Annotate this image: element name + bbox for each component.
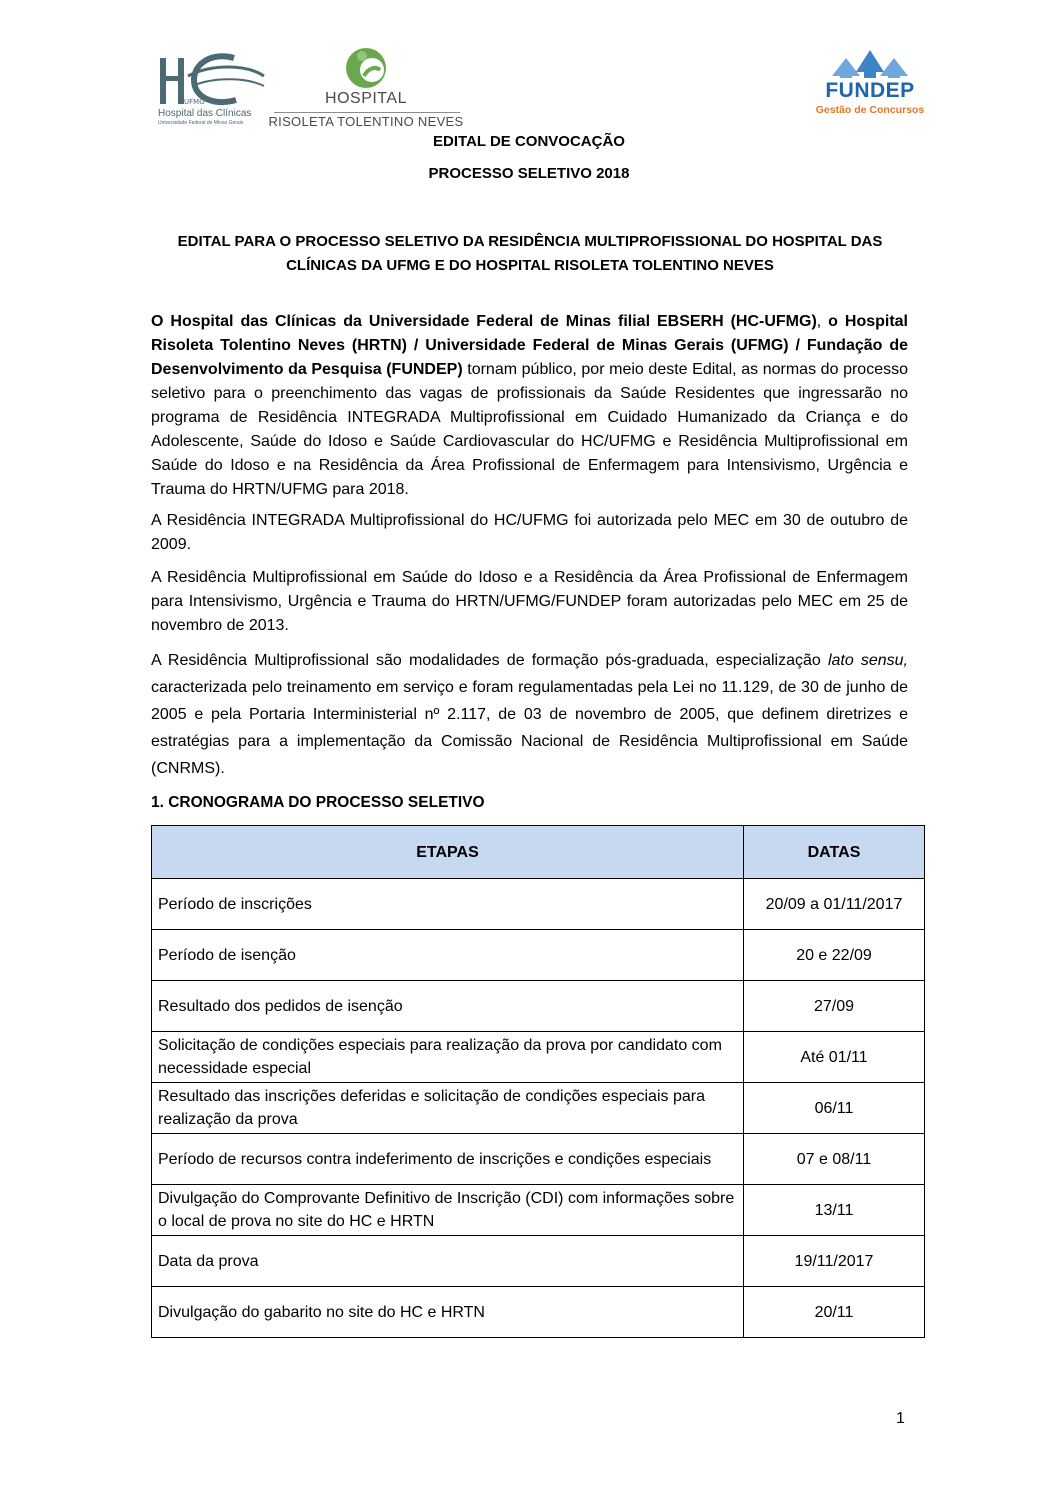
table-row — [152, 1287, 925, 1338]
etapa-cell: Divulgação do Comprovante Definitivo de Inscrição (CDI) com informações sobre o local de prova no site do HC e HRTN — [152, 1185, 744, 1236]
page-number: 1 — [896, 1410, 905, 1427]
data-cell: 27/09 — [744, 981, 925, 1032]
regulation-italic: lato sensu, — [827, 652, 908, 669]
hc-logo-subtitle: Hospital das Clínicas — [158, 108, 252, 119]
table-header-row — [152, 826, 925, 879]
fundep-logo-subtitle: Gestão de Concursos — [815, 104, 925, 116]
table-row — [152, 1236, 925, 1287]
data-cell: 19/11/2017 — [744, 1236, 925, 1287]
table-row — [152, 1083, 925, 1134]
fundep-arrows-icon — [812, 46, 928, 80]
intro-bold-hc: O Hospital das Clínicas da Universidade Federal de Minas filial EBSERH (HC-UFMG) — [151, 313, 817, 330]
etapa-cell: Resultado das inscrições deferidas e solicitação de condições especiais para realização da prova — [152, 1083, 744, 1134]
hc-badge: UFMG — [184, 98, 205, 106]
hc-logo-subtitle2: Universidade Federal de Minas Gerais — [158, 120, 244, 126]
hc-ufmg-logo — [156, 46, 266, 128]
column-header-etapas: ETAPAS — [152, 826, 744, 879]
main-heading — [150, 230, 910, 278]
paragraph-regulation — [151, 647, 908, 782]
data-cell: 13/11 — [744, 1185, 925, 1236]
table-row — [152, 930, 925, 981]
document-title: EDITAL DE CONVOCAÇÃO — [433, 133, 625, 150]
data-cell: 07 e 08/11 — [744, 1134, 925, 1185]
regulation-rest: caracterizada pelo treinamento em serviço e foram regulamentadas pela Lei no 11.129, de 30 de junho de 2005 e pela Portaria Interministerial nº 2.117, de 03 de novembro de 2005, que definem diretrizes e estratégias para a implementação da Comissão Nacional de Residência Multiprofissional em Saúde (CNRMS). — [151, 679, 908, 777]
etapa-cell: Período de recursos contra indeferimento de inscrições e condições especiais — [152, 1134, 744, 1185]
table-row — [152, 1134, 925, 1185]
hrtn-logo-name: HOSPITAL — [325, 90, 407, 107]
intro-separator: , — [816, 313, 829, 330]
etapa-cell: Período de isenção — [152, 930, 744, 981]
document-subtitle: PROCESSO SELETIVO 2018 — [428, 165, 630, 182]
table-row — [152, 879, 925, 930]
cronograma-table — [151, 825, 925, 1338]
paragraph-authorization-hc: A Residência INTEGRADA Multiprofissional do HC/UFMG foi autorizada pelo MEC em 30 de outubro de 2009. — [151, 512, 908, 553]
main-heading-line2: CLÍNICAS DA UFMG E DO HOSPITAL RISOLETA TOLENTINO NEVES — [286, 257, 774, 274]
etapa-cell: Período de inscrições — [152, 879, 744, 930]
section-title-cronograma: 1. CRONOGRAMA DO PROCESSO SELETIVO — [151, 794, 485, 811]
etapa-cell: Resultado dos pedidos de isenção — [152, 981, 744, 1032]
etapa-cell: Solicitação de condições especiais para realização da prova por candidato com necessidade especial — [152, 1032, 744, 1083]
table-row — [152, 1032, 925, 1083]
data-cell: 20/09 a 01/11/2017 — [744, 879, 925, 930]
intro-bold-institutions: o Hospital Risoleta Tolentino Neves (HRTN) / Universidade Federal de Minas Gerais (UFMG) / Fundação de Desenvolvimento da Pesquisa (FUNDEP) — [151, 313, 909, 378]
hc-logo-mark — [156, 46, 266, 108]
fundep-logo-name: FUNDEP — [825, 79, 915, 102]
hrtn-logo-subname: RISOLETA TOLENTINO NEVES — [268, 114, 464, 129]
paragraph-authorization-hrtn: A Residência Multiprofissional em Saúde do Idoso e a Residência da Área Profissional de Enfermagem para Intensivismo, Urgência e Trauma do HRTN/UFMG/FUNDEP foram autorizadas pelo MEC em 25 de novembro de 2013. — [151, 569, 908, 634]
table-row — [152, 1185, 925, 1236]
data-cell: 06/11 — [744, 1083, 925, 1134]
etapa-cell: Data da prova — [152, 1236, 744, 1287]
regulation-start: A Residência Multiprofissional são modalidades de formação pós-graduada, especialização — [151, 652, 828, 669]
etapa-cell: Divulgação do gabarito no site do HC e HRTN — [152, 1287, 744, 1338]
data-cell: Até 01/11 — [744, 1032, 925, 1083]
hrtn-logo-divider — [274, 112, 460, 113]
hospital-risoleta-logo — [268, 46, 464, 128]
data-cell: 20 e 22/09 — [744, 930, 925, 981]
hrtn-leaf-icon — [268, 46, 464, 90]
fundep-logo — [812, 46, 928, 122]
main-heading-line1: EDITAL PARA O PROCESSO SELETIVO DA RESIDÊNCIA MULTIPROFISSIONAL DO HOSPITAL DAS — [177, 233, 883, 250]
data-cell: 20/11 — [744, 1287, 925, 1338]
intro-rest: tornam público, por meio deste Edital, as normas do processo seletivo para o preenchimento das vagas de profissionais da Saúde Residentes que ingressarão no programa de Residência INTEGRADA Multiprofissional em Cuidado Humanizado da Criança e do Adolescente, Saúde do Idoso e Saúde Cardiovascular do HC/UFMG e Residência Multiprofissional em Saúde do Idoso e na Residência da Área Profissional de Enfermagem para Intensivismo, Urgência e Trauma do HRTN/UFMG para 2018. — [151, 361, 908, 498]
intro-paragraph — [151, 310, 908, 502]
table-row — [152, 981, 925, 1032]
column-header-datas: DATAS — [744, 826, 925, 879]
